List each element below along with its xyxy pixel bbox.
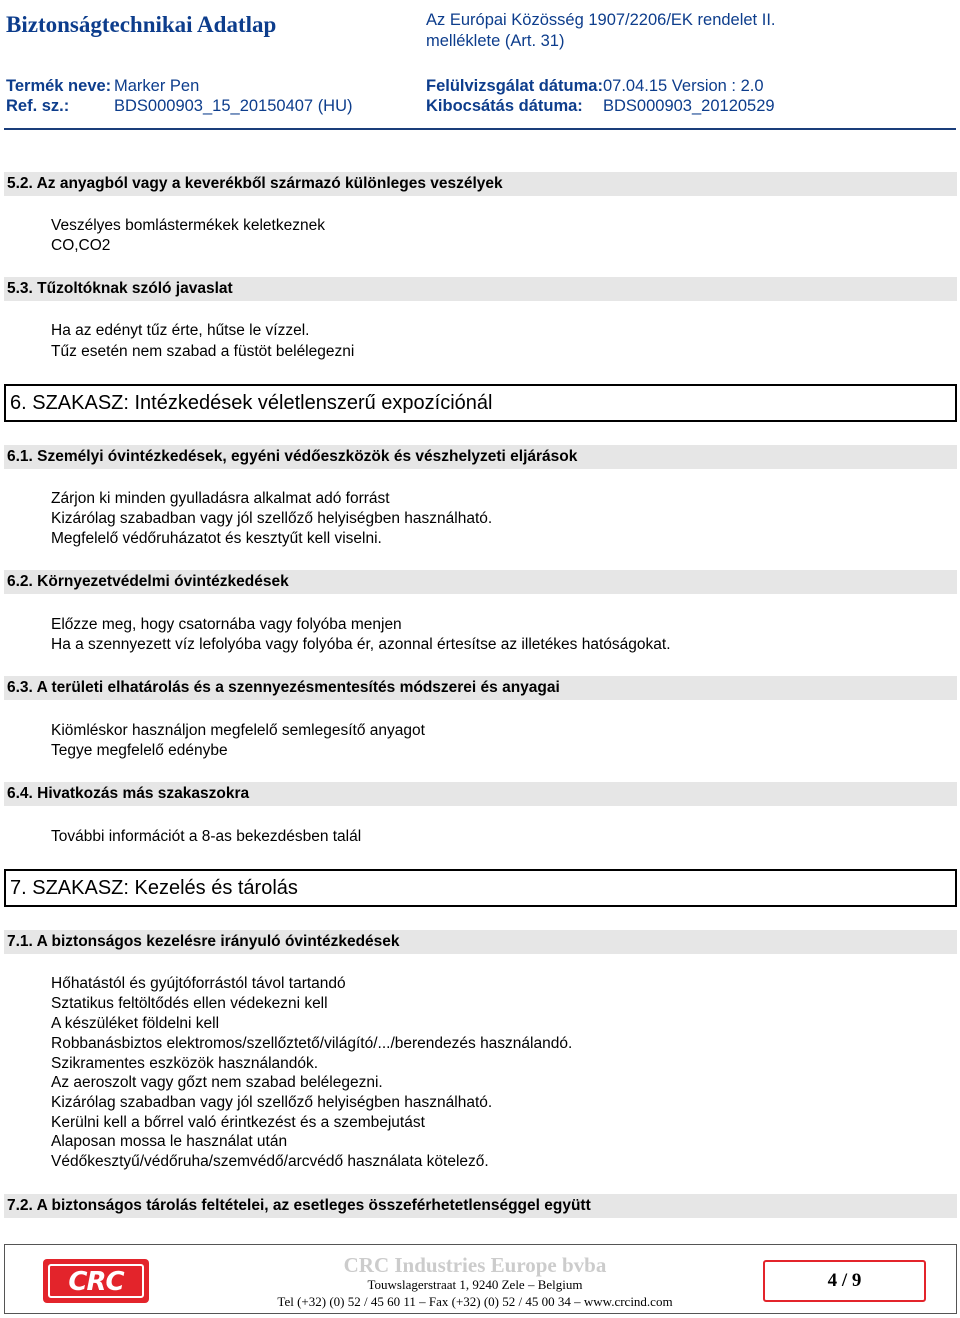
- section-7-1-line: Hőhatástól és gyújtóforrástól távol tartandó: [51, 975, 346, 992]
- revision-date-value: 07.04.15 Version : 2.0: [603, 77, 764, 95]
- ref-number-value: BDS000903_15_20150407 (HU): [114, 97, 353, 115]
- subsection-title-6-3: 6.3. A területi elhatárolás és a szennyezésmentesítés módszerei és anyagai: [7, 679, 560, 696]
- company-address: Touwslagerstraat 1, 9240 Zele – Belgium: [367, 1277, 583, 1292]
- section-7-1-line: Szikramentes eszközök használandók.: [51, 1055, 319, 1072]
- subsection-title-6-1: 6.1. Személyi óvintézkedések, egyéni védőeszközök és vészhelyzeti eljárások: [7, 448, 578, 465]
- product-name-value: Marker Pen: [114, 77, 200, 95]
- section-6-3-line: Tegye megfelelő edénybe: [51, 742, 228, 759]
- subsection-title-6-2: 6.2. Környezetvédelmi óvintézkedések: [7, 573, 289, 590]
- section-7-1-line: Az aeroszolt vagy gőzt nem szabad belélegezni.: [51, 1074, 383, 1091]
- section-6-1-line: Megfelelő védőruházatot és kesztyűt kell viselni.: [51, 530, 382, 547]
- section-7-1-line: Robbanásbiztos elektromos/szellőztető/világító/.../berendezés használandó.: [51, 1035, 573, 1052]
- section-5-3-line: Ha az edényt tűz érte, hűtse le vízzel.: [51, 322, 310, 339]
- section-6-1-line: Zárjon ki minden gyulladásra alkalmat adó forrást: [51, 490, 390, 507]
- issue-date-label: Kibocsátás dátuma:: [426, 97, 583, 115]
- section-title-6: 6. SZAKASZ: Intézkedések véletlenszerű expozíciónál: [10, 392, 493, 414]
- ref-number-label: Ref. sz.:: [6, 97, 70, 115]
- section-7-1-line: Kerülni kell a bőrrel való érintkezést és a szembejutást: [51, 1114, 425, 1131]
- section-7-1-line: Védőkesztyű/védőruha/szemvédő/arcvédő használata kötelező.: [51, 1153, 489, 1170]
- header-divider: [4, 128, 956, 130]
- section-6-4-line: További információt a 8-as bekezdésben talál: [51, 828, 362, 845]
- crc-logo: [43, 1259, 149, 1303]
- section-title-7: 7. SZAKASZ: Kezelés és tárolás: [10, 877, 298, 899]
- section-5-3-line: Tűz esetén nem szabad a füstöt belélegezni: [51, 343, 355, 360]
- section-6-2-line: Ha a szennyezett víz lefolyóba vagy folyóba ér, azonnal értesítse az illetékes hatóságokat.: [51, 636, 671, 653]
- crc-logo-frame: [48, 1264, 144, 1298]
- company-name: CRC Industries Europe bvba: [343, 1253, 607, 1277]
- section-7-1-line: A készüléket földelni kell: [51, 1015, 220, 1032]
- crc-logo-text: CRC: [68, 1267, 124, 1297]
- document-title: Biztonságtechnikai Adatlap: [6, 12, 277, 37]
- section-5-2-line: CO,CO2: [51, 237, 111, 254]
- page-footer: [4, 1244, 957, 1314]
- section-6-2-line: Előzze meg, hogy csatornába vagy folyóba menjen: [51, 616, 402, 633]
- subsection-title-6-4: 6.4. Hivatkozás más szakaszokra: [7, 785, 250, 802]
- issue-date-value: BDS000903_20120529: [603, 97, 775, 115]
- regulation-line-2: melléklete (Art. 31): [426, 32, 565, 50]
- subsection-title-7-1: 7.1. A biztonságos kezelésre irányuló óvintézkedések: [7, 933, 400, 950]
- subsection-title-5-2: 5.2. Az anyagból vagy a keverékből származó különleges veszélyek: [7, 175, 503, 192]
- subsection-title-7-2: 7.2. A biztonságos tárolás feltételei, az esetleges összeférhetetlenséggel együtt: [7, 1197, 591, 1214]
- company-contact: Tel (+32) (0) 52 / 45 60 11 – Fax (+32) (0) 52 / 45 00 34 – www.crcind.com: [277, 1294, 673, 1309]
- subsection-title-5-3: 5.3. Tűzoltóknak szóló javaslat: [7, 280, 233, 297]
- section-7-1-line: Alaposan mossa le használat után: [51, 1133, 288, 1150]
- section-6-1-line: Kizárólag szabadban vagy jól szellőző helyiségben használható.: [51, 510, 493, 527]
- regulation-reference: [426, 10, 775, 52]
- revision-date-label: Felülvizsgálat dátuma:: [426, 77, 603, 95]
- section-6-3-line: Kiömléskor használjon megfelelő semlegesítő anyagot: [51, 722, 425, 739]
- product-name-label: Termék neve:: [6, 77, 112, 95]
- regulation-line-1: Az Európai Közösség 1907/2206/EK rendelet II.: [426, 11, 776, 29]
- section-7-1-line: Kizárólag szabadban vagy jól szellőző helyiségben használható.: [51, 1094, 493, 1111]
- section-7-1-line: Sztatikus feltöltődés ellen védekezni kell: [51, 995, 328, 1012]
- page-number: 4 / 9: [763, 1260, 926, 1302]
- section-5-2-line: Veszélyes bomlástermékek keletkeznek: [51, 217, 325, 234]
